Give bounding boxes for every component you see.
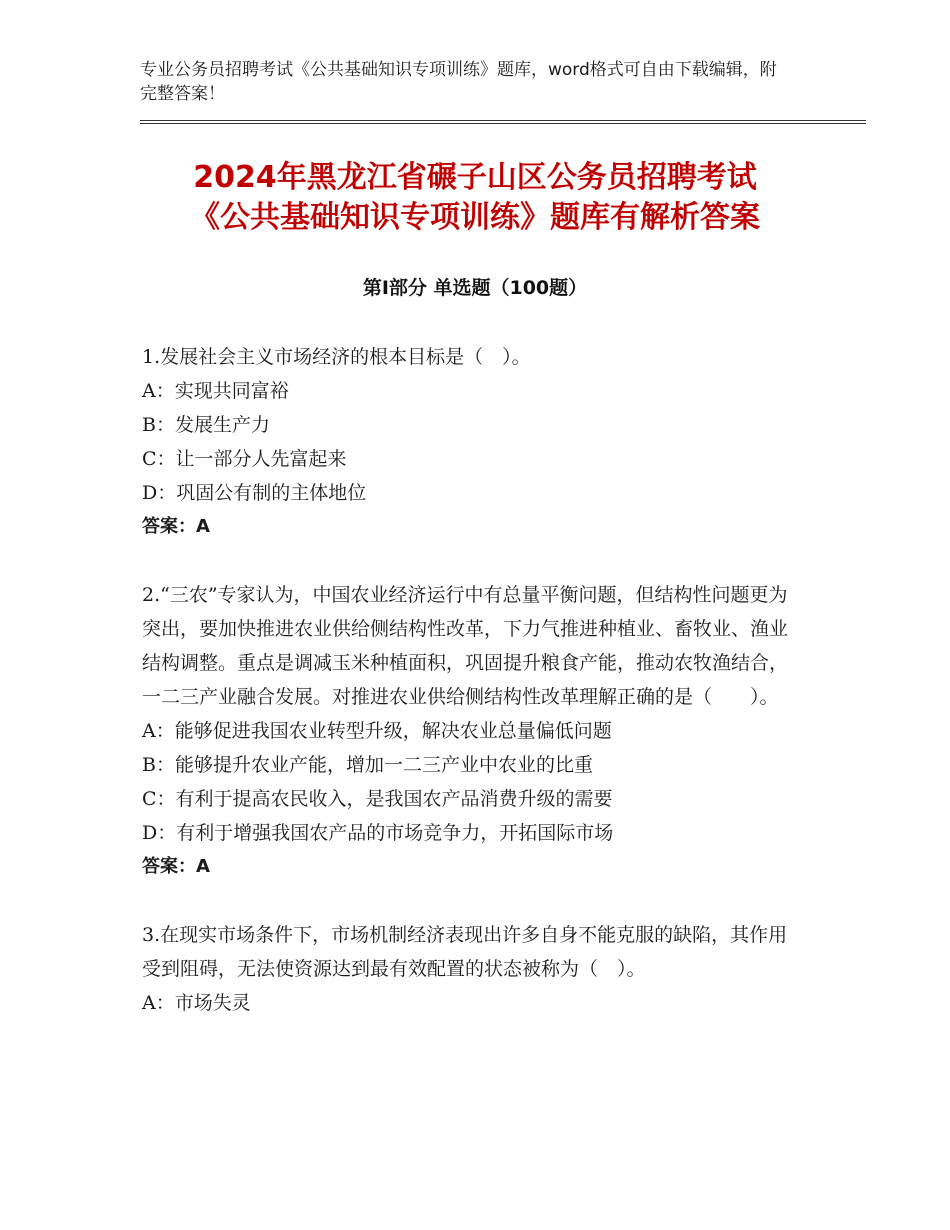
question-list — [142, 340, 802, 1054]
option-d: D：有利于增强我国农产品的市场竞争力，开拓国际市场 — [142, 822, 614, 844]
option-c: C：有利于提高农民收入，是我国农产品消费升级的需要 — [142, 788, 613, 810]
section-title: 第Ⅰ部分 单选题（100题） — [362, 277, 588, 299]
option-a: A：能够促进我国农业转型升级，解决农业总量偏低问题 — [142, 720, 612, 742]
answer: 答案：A — [142, 516, 210, 537]
option-b: B：发展生产力 — [142, 414, 270, 436]
document-title-line-2: 《公共基础知识专项训练》题库有解析答案 — [190, 200, 760, 235]
question-stem: 3.在现实市场条件下，市场机制经济表现出许多自身不能克服的缺陷，其作用受到阻碍，无法使资源达到最有效配置的状态被称为（ ）。 — [142, 924, 788, 980]
question-2 — [142, 578, 802, 884]
document-title-line-1: 2024年黑龙江省碾子山区公务员招聘考试 — [193, 160, 757, 195]
option-c: C：让一部分人先富起来 — [142, 448, 347, 470]
option-b: B：能够提升农业产能，增加一二三产业中农业的比重 — [142, 754, 593, 776]
question-stem: 2.“三农”专家认为，中国农业经济运行中有总量平衡问题，但结构性问题更为突出，要加快推进农业供给侧结构性改革，下力气推进种植业、畜牧业、渔业结构调整。重点是调减玉米种植面积，巩固提升粮食产能，推动农牧渔结合，一二三产业融合发展。对推进农业供给侧结构性改革理解正确的是（ ）。 — [142, 584, 789, 708]
header-divider — [140, 120, 866, 124]
header-note: 专业公务员招聘考试《公共基础知识专项训练》题库，word格式可自由下载编辑，附完整答案！ — [140, 60, 777, 104]
question-stem: 1.发展社会主义市场经济的根本目标是（ ）。 — [142, 346, 531, 368]
option-a: A：实现共同富裕 — [142, 380, 289, 402]
answer: 答案：A — [142, 856, 210, 877]
option-d: D：巩固公有制的主体地位 — [142, 482, 367, 504]
question-1 — [142, 340, 802, 544]
document-title — [100, 158, 850, 238]
option-a: A：市场失灵 — [142, 992, 251, 1014]
question-3 — [142, 918, 802, 1020]
